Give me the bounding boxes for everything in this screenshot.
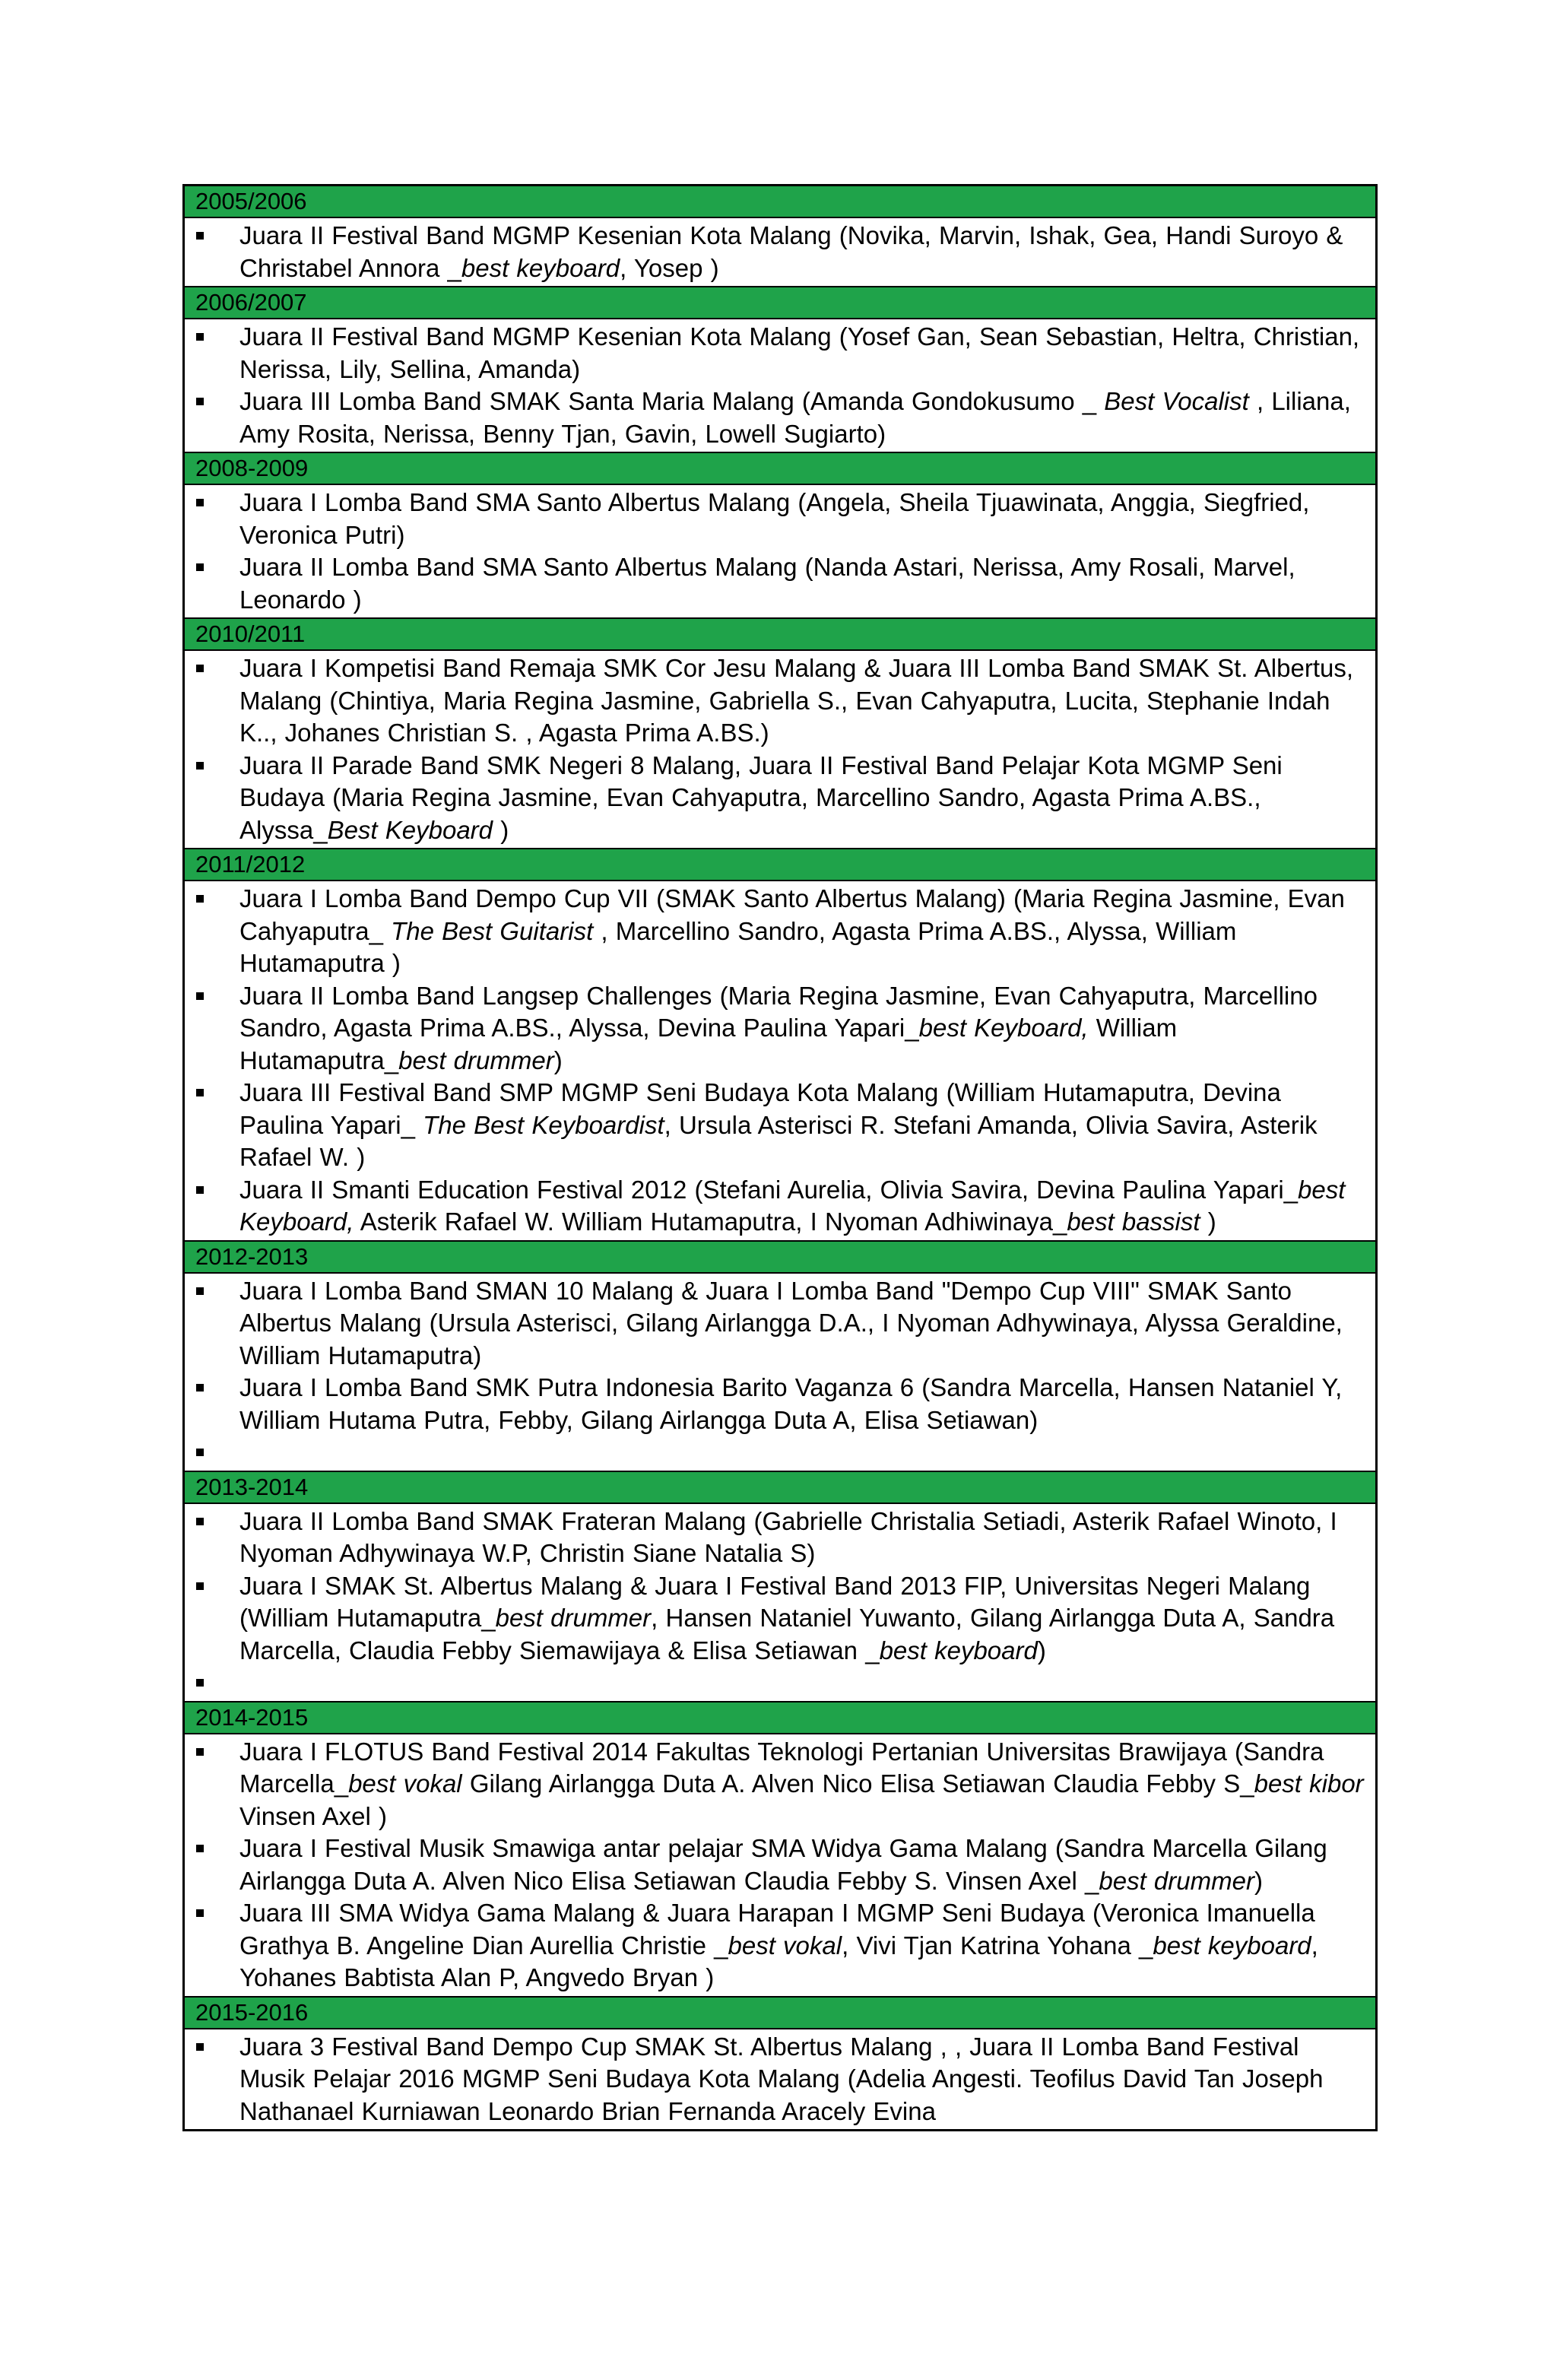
square-bullet-icon bbox=[196, 1384, 204, 1392]
list-item bbox=[185, 1833, 1365, 1897]
entry-text-run: Juara I Lomba Band SMAN 10 Malang & Juara I Lomba Band "Dempo Cup VIII" SMAK Santo Albertus Malang (Ursula Asterisci, Gilang Airlangga D.A., I Nyoman Adhywinaya, Alyssa Geraldine, William Hutamaputra) bbox=[239, 1276, 1343, 1369]
square-bullet-icon bbox=[196, 1518, 204, 1525]
entry-text-run: Juara I Lomba Band SMA Santo Albertus Malang (Angela, Sheila Tjuawinata, Anggia, Siegfried, Veronica Putri) bbox=[239, 488, 1310, 549]
year-section bbox=[185, 1242, 1375, 1472]
entry-text bbox=[239, 1174, 1365, 1239]
entry-text-run: Juara III Festival Band SMP MGMP Seni Budaya Kota Malang (William Hutamaputra, Devina Paulina Yapari_ bbox=[239, 1078, 1281, 1139]
entry-text bbox=[239, 883, 1365, 980]
year-section bbox=[185, 849, 1375, 1242]
entry-text bbox=[239, 1833, 1365, 1897]
entry-text bbox=[239, 1897, 1365, 1994]
entry-text bbox=[239, 1570, 1365, 1668]
entry-text-run: Asterik Rafael W. William Hutamaputra, I Nyoman Adhiwinaya_ bbox=[354, 1207, 1067, 1236]
year-header: 2005/2006 bbox=[185, 186, 1375, 218]
year-header: 2006/2007 bbox=[185, 287, 1375, 319]
list-item bbox=[185, 1736, 1365, 1833]
entry-text bbox=[239, 1506, 1365, 1570]
square-bullet-icon bbox=[196, 398, 204, 405]
entry-text-run: William Hutamaputra_ bbox=[239, 1014, 1178, 1074]
entry-text bbox=[239, 2031, 1365, 2128]
year-header: 2013-2014 bbox=[185, 1472, 1375, 1504]
entry-text-run: ) bbox=[493, 815, 509, 844]
award-title-text: best drummer bbox=[1099, 1866, 1254, 1895]
square-bullet-icon bbox=[196, 1748, 204, 1756]
list-item bbox=[185, 1897, 1365, 1994]
list-item bbox=[185, 883, 1365, 980]
entry-text-run: , Vivi Tjan Katrina Yohana _ bbox=[842, 1931, 1153, 1960]
entry-text-run: Juara II Lomba Band SMAK Frateran Malang (Gabrielle Christalia Setiadi, Asterik Rafael Winoto, I Nyoman Adhywinaya W.P, Christin Siane Natalia S) bbox=[239, 1506, 1337, 1567]
list-item bbox=[185, 1275, 1365, 1372]
entry-text bbox=[239, 980, 1365, 1077]
entry-list bbox=[185, 485, 1375, 617]
entry-text bbox=[239, 652, 1365, 750]
entry-text-run: Vinsen Axel ) bbox=[239, 1801, 388, 1830]
entry-text bbox=[239, 1436, 1365, 1469]
entry-text-run: Juara I FLOTUS Band Festival 2014 Fakultas Teknologi Pertanian Universitas Brawijaya (Sandra Marcella_ bbox=[239, 1737, 1324, 1798]
award-title-text: best keyboard bbox=[1153, 1931, 1311, 1960]
square-bullet-icon bbox=[196, 992, 204, 1000]
square-bullet-icon bbox=[196, 1089, 204, 1096]
entry-text bbox=[239, 220, 1365, 284]
list-item bbox=[185, 1077, 1365, 1174]
list-item bbox=[185, 1174, 1365, 1239]
square-bullet-icon bbox=[196, 1449, 204, 1456]
list-item bbox=[185, 386, 1365, 450]
entry-text bbox=[239, 1372, 1365, 1436]
entry-text-run: Juara III Lomba Band SMAK Santa Maria Malang (Amanda Gondokusumo _ bbox=[239, 387, 1105, 415]
award-title-text: best drummer bbox=[398, 1046, 554, 1074]
square-bullet-icon bbox=[196, 1909, 204, 1917]
list-item bbox=[185, 1372, 1365, 1436]
entry-text-run: , Yosep ) bbox=[620, 253, 719, 282]
square-bullet-icon bbox=[196, 1582, 204, 1590]
entry-list bbox=[185, 218, 1375, 286]
award-title-text: best bassist bbox=[1067, 1207, 1200, 1236]
entry-text bbox=[239, 750, 1365, 847]
year-header: 2015-2016 bbox=[185, 1998, 1375, 2029]
square-bullet-icon bbox=[196, 232, 204, 240]
square-bullet-icon bbox=[196, 563, 204, 571]
entry-text-run: Juara II Parade Band SMK Negeri 8 Malang, Juara II Festival Band Pelajar Kota MGMP Seni Budaya (Maria Regina Jasmine, Evan Cahyaputra, Marcellino Sandro, Agasta Prima A.BS., Alyssa_ bbox=[239, 750, 1283, 844]
year-header: 2011/2012 bbox=[185, 849, 1375, 881]
list-item bbox=[185, 980, 1365, 1077]
list-item bbox=[185, 750, 1365, 847]
award-title-text: best Keyboard, bbox=[918, 1014, 1089, 1042]
square-bullet-icon bbox=[196, 1679, 204, 1687]
list-item bbox=[185, 487, 1365, 551]
entry-text bbox=[239, 1077, 1365, 1174]
year-section bbox=[185, 453, 1375, 619]
entry-text-run: Juara III SMA Widya Gama Malang & Juara Harapan I MGMP Seni Budaya (Veronica Imanuella Grathya B. Angeline Dian Aurellia Christie _ bbox=[239, 1899, 1315, 1960]
award-title-text: best vokal bbox=[348, 1769, 462, 1798]
entry-list bbox=[185, 319, 1375, 452]
entry-text-run: Juara II Lomba Band SMA Santo Albertus Malang (Nanda Astari, Nerissa, Amy Rosali, Marvel, Leonardo ) bbox=[239, 553, 1295, 614]
award-title-text: The Best Keyboardist bbox=[423, 1110, 664, 1139]
entry-text-run: Juara II Festival Band MGMP Kesenian Kota Malang (Novika, Marvin, Ishak, Gea, Handi Suroyo & Christabel Annora _ bbox=[239, 221, 1343, 282]
entry-text-run: , Marcellino Sandro, Agasta Prima A.BS., Alyssa, William Hutamaputra ) bbox=[239, 916, 1237, 977]
square-bullet-icon bbox=[196, 1287, 204, 1295]
year-section bbox=[185, 1998, 1375, 2130]
entry-text bbox=[239, 1275, 1365, 1372]
entry-text bbox=[239, 487, 1365, 551]
entry-text-run: Juara I Lomba Band Dempo Cup VII (SMAK Santo Albertus Malang) (Maria Regina Jasmine, Evan Cahyaputra_ bbox=[239, 884, 1345, 945]
award-title-text: best Keyboard, bbox=[239, 1175, 1346, 1236]
year-section bbox=[185, 287, 1375, 453]
list-item bbox=[185, 220, 1365, 284]
entry-text-run: , Ursula Asterisci R. Stefani Amanda, Olivia Savira, Asterik Rafael W. ) bbox=[239, 1110, 1318, 1171]
year-header: 2010/2011 bbox=[185, 619, 1375, 651]
entry-list bbox=[185, 651, 1375, 848]
entry-text-run: Juara 3 Festival Band Dempo Cup SMAK St. Albertus Malang , , Juara II Lomba Band Festival Musik Pelajar 2016 MGMP Seni Budaya Kota Malang (Adelia Angesti. Teofilus David Tan Joseph Nathanael Kurniawan Leonardo Brian Fernanda Aracely Evina bbox=[239, 2032, 1324, 2125]
award-title-text: best vokal bbox=[728, 1931, 842, 1960]
square-bullet-icon bbox=[196, 762, 204, 770]
award-title-text: The Best Guitarist bbox=[391, 916, 594, 945]
square-bullet-icon bbox=[196, 333, 204, 341]
year-section bbox=[185, 619, 1375, 849]
entry-list bbox=[185, 1274, 1375, 1471]
award-title-text: Best Keyboard bbox=[327, 815, 493, 844]
entry-text-run: Juara I SMAK St. Albertus Malang & Juara I Festival Band 2013 FIP, Universitas Negeri Malang (William Hutamaputra_ bbox=[239, 1571, 1311, 1632]
entry-text-run: Juara II Festival Band MGMP Kesenian Kota Malang (Yosef Gan, Sean Sebastian, Heltra, Christian, Nerissa, Lily, Sellina, Amanda) bbox=[239, 322, 1360, 383]
year-section bbox=[185, 1702, 1375, 1998]
entry-text-run: Juara I Festival Musik Smawiga antar pelajar SMA Widya Gama Malang (Sandra Marcella Gilang Airlangga Duta A. Alven Nico Elisa Setiawan Claudia Febby S. Vinsen Axel _ bbox=[239, 1834, 1327, 1895]
entry-text-run: Juara II Smanti Education Festival 2012 (Stefani Aurelia, Olivia Savira, Devina Paulina Yapari_ bbox=[239, 1175, 1299, 1204]
award-title-text: best keyboard bbox=[879, 1636, 1038, 1664]
square-bullet-icon bbox=[196, 2043, 204, 2051]
square-bullet-icon bbox=[196, 665, 204, 672]
list-item bbox=[185, 1506, 1365, 1570]
list-item bbox=[185, 1570, 1365, 1668]
year-header: 2008-2009 bbox=[185, 453, 1375, 485]
entry-text-run: Juara I Kompetisi Band Remaja SMK Cor Jesu Malang & Juara III Lomba Band SMAK St. Albertus, Malang (Chintiya, Maria Regina Jasmine, Gabriella S., Evan Cahyaputra, Lucita, Stephanie Indah K.., Johanes Christian S. , Agasta Prima A.BS.) bbox=[239, 654, 1354, 747]
entry-text bbox=[239, 551, 1365, 616]
entry-list bbox=[185, 1734, 1375, 1996]
square-bullet-icon bbox=[196, 1845, 204, 1852]
year-section bbox=[185, 1472, 1375, 1702]
square-bullet-icon bbox=[196, 895, 204, 903]
entry-list bbox=[185, 1504, 1375, 1701]
list-item bbox=[185, 1436, 1365, 1469]
award-title-text: best drummer bbox=[495, 1604, 652, 1632]
entry-text-run: , Hansen Nataniel Yuwanto, Gilang Airlangga Duta A, Sandra Marcella, Claudia Febby Siemawijaya & Elisa Setiawan _ bbox=[239, 1604, 1335, 1664]
year-section bbox=[185, 186, 1375, 287]
year-header: 2012-2013 bbox=[185, 1242, 1375, 1274]
entry-list bbox=[185, 881, 1375, 1240]
square-bullet-icon bbox=[196, 499, 204, 506]
list-item bbox=[185, 551, 1365, 616]
entry-text-run: ) bbox=[1200, 1207, 1216, 1236]
entry-text-run: Gilang Airlangga Duta A. Alven Nico Elisa Setiawan Claudia Febby S_ bbox=[461, 1769, 1254, 1798]
entry-list bbox=[185, 2029, 1375, 2130]
award-title-text: best kibor bbox=[1254, 1769, 1364, 1798]
entry-text-run: Juara II Lomba Band Langsep Challenges (Maria Regina Jasmine, Evan Cahyaputra, Marcellino Sandro, Agasta Prima A.BS., Alyssa, Devina Paulina Yapari_ bbox=[239, 981, 1318, 1042]
list-item bbox=[185, 2031, 1365, 2128]
square-bullet-icon bbox=[196, 1186, 204, 1194]
list-item bbox=[185, 1667, 1365, 1699]
entry-text bbox=[239, 1667, 1365, 1699]
entry-text-run: ) bbox=[1037, 1636, 1046, 1664]
entry-text bbox=[239, 321, 1365, 386]
entry-text bbox=[239, 386, 1365, 450]
award-title-text: Best Vocalist bbox=[1104, 387, 1249, 415]
list-item bbox=[185, 321, 1365, 386]
year-header: 2014-2015 bbox=[185, 1702, 1375, 1734]
award-title-text: best keyboard bbox=[461, 253, 620, 282]
entry-text-run: ) bbox=[553, 1046, 563, 1074]
entry-text-run: ) bbox=[1254, 1866, 1263, 1895]
entry-text-run: , Liliana, Amy Rosita, Nerissa, Benny Tjan, Gavin, Lowell Sugiarto) bbox=[239, 387, 1351, 448]
entry-text bbox=[239, 1736, 1365, 1833]
achievements-table bbox=[182, 184, 1378, 2131]
entry-text-run: , Yohanes Babtista Alan P, Angvedo Bryan ) bbox=[239, 1931, 1318, 1991]
list-item bbox=[185, 652, 1365, 750]
entry-text-run: Juara I Lomba Band SMK Putra Indonesia Barito Vaganza 6 (Sandra Marcella, Hansen Nataniel Y, William Hutama Putra, Febby, Gilang Airlangga Duta A, Elisa Setiawan) bbox=[239, 1373, 1343, 1434]
